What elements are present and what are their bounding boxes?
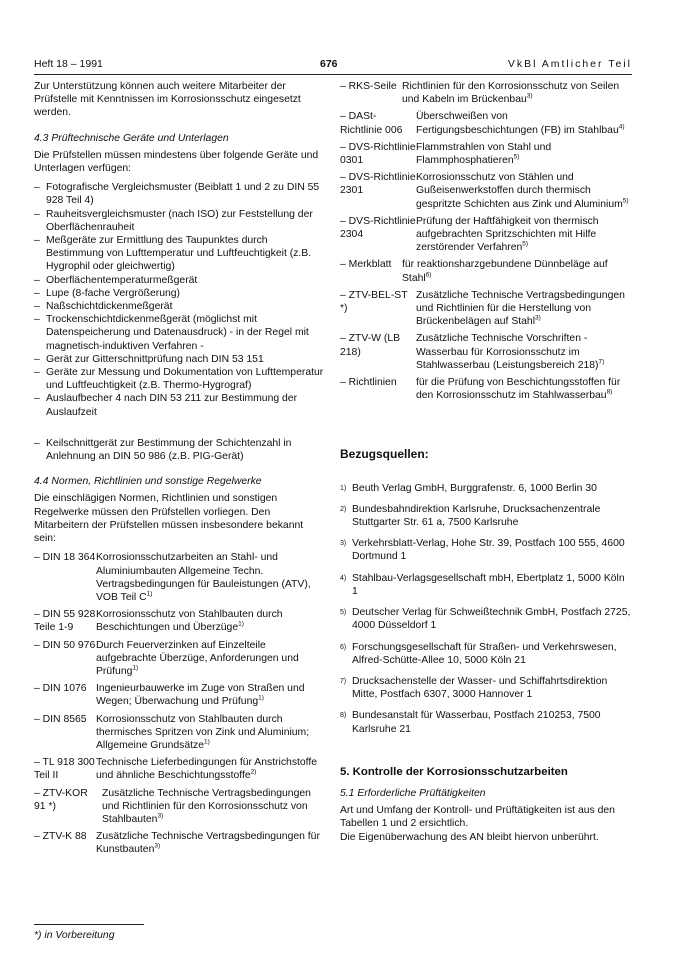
source-entry: 3) Verkehrsblatt-Verlag, Hohe Str. 39, Postfach 100 555, 4600 Dortmund 1 — [340, 538, 625, 563]
reference-entry: – DIN 1076 Ingenieurbauwerke im Zuge von Straßen und Wegen; Überwachung und Prüfung$^{1)}$ — [34, 683, 305, 708]
page-header — [0, 58, 700, 72]
page-number: 676 — [320, 58, 338, 70]
reference-entry: – ZTV-W (LB 218) Zusätzliche Technische Vorschriften -Wasserbau für Korrosionsschutz im Stahlwasserbau (Leistungsbereich 218)$^{7)}$ — [340, 333, 605, 371]
reference-entry: – DIN 18 364 Korrosionsschutzarbeiten an Stahl- und Aluminiumbauten Allgemeine Techn. Vertragsbedingungen für Bauleistungen (ATV), VOB Teil $C^{1)}$ — [34, 552, 311, 603]
section-4-3-heading: 4.3 Prüftechnische Geräte und Unterlagen — [34, 132, 229, 144]
section-5-heading: 5. Kontrolle der Korrosionsschutzarbeiten — [340, 765, 568, 778]
reference-entry: – ZTV-KOR 91 *) Zusätzliche Technische Vertragsbedingungen und Richtlinien für den Korrosionsschutz von Stahlbauten$^{3)}$ — [34, 787, 311, 825]
list-item: – Trockenschichtdickenmeßgerät (möglichst mit Datenspeicherung und Datenausdruck) - in der Regel mit magnetisch-induktiven Verfahren - — [34, 314, 309, 352]
source-entry: 1) Beuth Verlag GmbH, Burggrafenstr. 6, 1000 Berlin 30 — [340, 482, 597, 494]
reference-entry: – Merkblatt für reaktionsharzgebundene Dünnbeläge auf Stahl$^{6)}$ — [340, 259, 608, 284]
reference-entry: – Richtlinien für die Prüfung von Beschichtungsstoffen für den Korrosionsschutz im Stahlwasserbau$^{8)}$ — [340, 377, 621, 402]
list-item: – Naßschichtdickenmeßgerät — [34, 301, 173, 313]
list-item: – Auslaufbecher 4 nach DIN 53 211 zur Bestimmung der Auslaufzeit — [34, 393, 298, 418]
sources-heading: Bezugsquellen: — [340, 447, 429, 462]
reference-entry: – ZTV-BEL-ST *) Zusätzliche Technische Vertragsbedingungen und Richtlinien für die Herstellung von Brückenbelägen auf Stahl$^{3)}$ — [340, 289, 625, 328]
left-column — [34, 80, 324, 861]
reference-entry: – DASt-Richtlinie 006 Überschweißen von Fertigungsbeschichtungen (FB) im Stahlbau$^{4)}$ — [340, 111, 625, 136]
reference-entry: – DIN 50 976 Durch Feuerverzinken auf Einzelteile aufgebrachte Überzüge, Anforderungen und Prüfung$^{1)}$ — [34, 639, 299, 677]
section-4-4-text: Die einschlägigen Normen, Richtlinien und sonstigen Regelwerke müssen den Prüfstellen vorliegen. Den Mitarbeitern der Prüfstellen müssen insbesondere bekannt sein: — [34, 493, 304, 545]
intro-paragraph: Zur Unterstützung können auch weitere Mitarbeiter der Prüfstelle mit Kenntnissen im Korrosionsschutz eingesetzt werden. — [34, 81, 301, 119]
reference-entry: – DVS-Richtlinie 0301 Flammstrahlen von Stahl und Flammphosphatieren$^{5)}$ — [340, 141, 552, 167]
list-item: – Rauheitsvergleichsmuster (nach ISO) zur Feststellung der Oberflächenrauheit — [34, 208, 313, 233]
list-item: – Fotografische Vergleichsmuster (Beiblatt 1 und 2 zu DIN 55 928 Teil 4) — [34, 182, 320, 207]
reference-entry: – DVS-Richtlinie 2304 Prüfung der Haftfähigkeit von thermisch aufgebrachten Spritzschichten mit Hilfe zerstörender Verfahren$^{5)}$ — [340, 215, 599, 254]
reference-entry: – ZTV-K 88 Zusätzliche Technische Vertragsbedingungen für Kunstbauten$^{3)}$ — [34, 831, 320, 856]
section-5-1-heading: 5.1 Erforderliche Prüftätigkeiten — [340, 787, 486, 799]
section-4-3-text: Die Prüfstellen müssen mindestens über folgende Geräte und Unterlagen verfügen: — [34, 149, 319, 175]
reference-entry: – RKS-Seile Richtlinien für den Korrosionsschutz von Seilen und Kabeln im Brückenbau$^{3)}$ — [340, 81, 620, 106]
section-4-4-heading: 4.4 Normen, Richtlinien und sonstige Regelwerke — [34, 476, 262, 488]
footnote: *) in Vorbereitung — [34, 930, 115, 941]
source-entry: 7) Drucksachenstelle der Wasser- und Schiffahrtsdirektion Mitte, Postfach 6307, 3000 Hannover 1 — [340, 675, 608, 701]
list-item: – Geräte zur Messung und Dokumentation von Lufttemperatur und Luftfeuchtigkeit (z.B. Thermo-Hygrograf) — [34, 367, 324, 392]
source-entry: 4) Stahlbau-Verlagsgesellschaft mbH, Ebertplatz 1, 5000 Köln 1 — [340, 572, 625, 597]
reference-entry: – DIN 8565 Korrosionsschutz von Stahlbauten durch thermisches Spritzen von Zink und Aluminium; Allgemeine Grundsätze$^{1)}$ — [34, 713, 310, 751]
reference-entry: – TL 918 300 Teil II Technische Lieferbedingungen für Anstrichstoffe und ähnliche Beschichtungsstoffe$^{2)}$ — [34, 757, 318, 782]
source-entry: 2) Bundesbahndirektion Karlsruhe, Drucksachenzentrale Stuttgarter Str. 61 a, 7500 Karlsruhe — [340, 503, 601, 529]
reference-entry: – DIN 55 928 Teile 1-9 Korrosionsschutz von Stahlbauten durch Beschichtungen und Überzüge$^{1)}$ — [34, 609, 283, 634]
list-item: – Oberflächentemperaturmeßgerät — [34, 274, 198, 286]
source-entry: 5) Deutscher Verlag für Schweißtechnik GmbH, Postfach 2725, 4000 Düsseldorf 1 — [340, 607, 631, 632]
right-column — [340, 80, 632, 844]
list-item: – Lupe (8-fache Vergrößerung) — [34, 287, 181, 299]
header-rule — [34, 74, 632, 75]
section-5-1-text-2: Die Eigenüberwachung des AN bleibt hiervon unberührt. — [340, 831, 599, 843]
publication-title: VkBl Amtlicher Teil — [507, 58, 632, 70]
list-item-extra: – Keilschnittgerät zur Bestimmung der Schichtenzahl in Anlehnung an DIN 50 986 (z.B. PIG-Gerät) — [34, 437, 292, 463]
equipment-list — [34, 181, 324, 419]
reference-entry: – DVS-Richtlinie 2301 Korrosionsschutz von Stählen und Gußeisenwerkstoffen durch thermisch gespritzte Schichten aus Zink und Aluminium$^{5)}$ — [340, 172, 629, 210]
list-item: – Gerät zur Gitterschnittprüfung nach DIN 53 151 — [34, 353, 264, 365]
source-entry: 6) Forschungsgesellschaft für Straßen- und Verkehrswesen, Alfred-Schütte-Allee 10, 5000 Köln 21 — [340, 641, 617, 666]
section-5-1-text: Art und Umfang der Kontroll- und Prüftätigkeiten ist aus den Tabellen 1 und 2 ersichtlich. — [340, 805, 615, 830]
issue-label: Heft 18 – 1991 — [34, 58, 103, 70]
source-entry: 8) Bundesanstalt für Wasserbau, Postfach 210253, 7500 Karlsruhe 21 — [340, 710, 601, 735]
list-item: – Meßgeräte zur Ermittlung des Taupunktes durch Bestimmung von Lufttemperatur und Luftfeuchtigkeit (z.B. Hygrophil oder gleichwertig) — [34, 235, 312, 273]
footnote-rule — [34, 924, 144, 925]
